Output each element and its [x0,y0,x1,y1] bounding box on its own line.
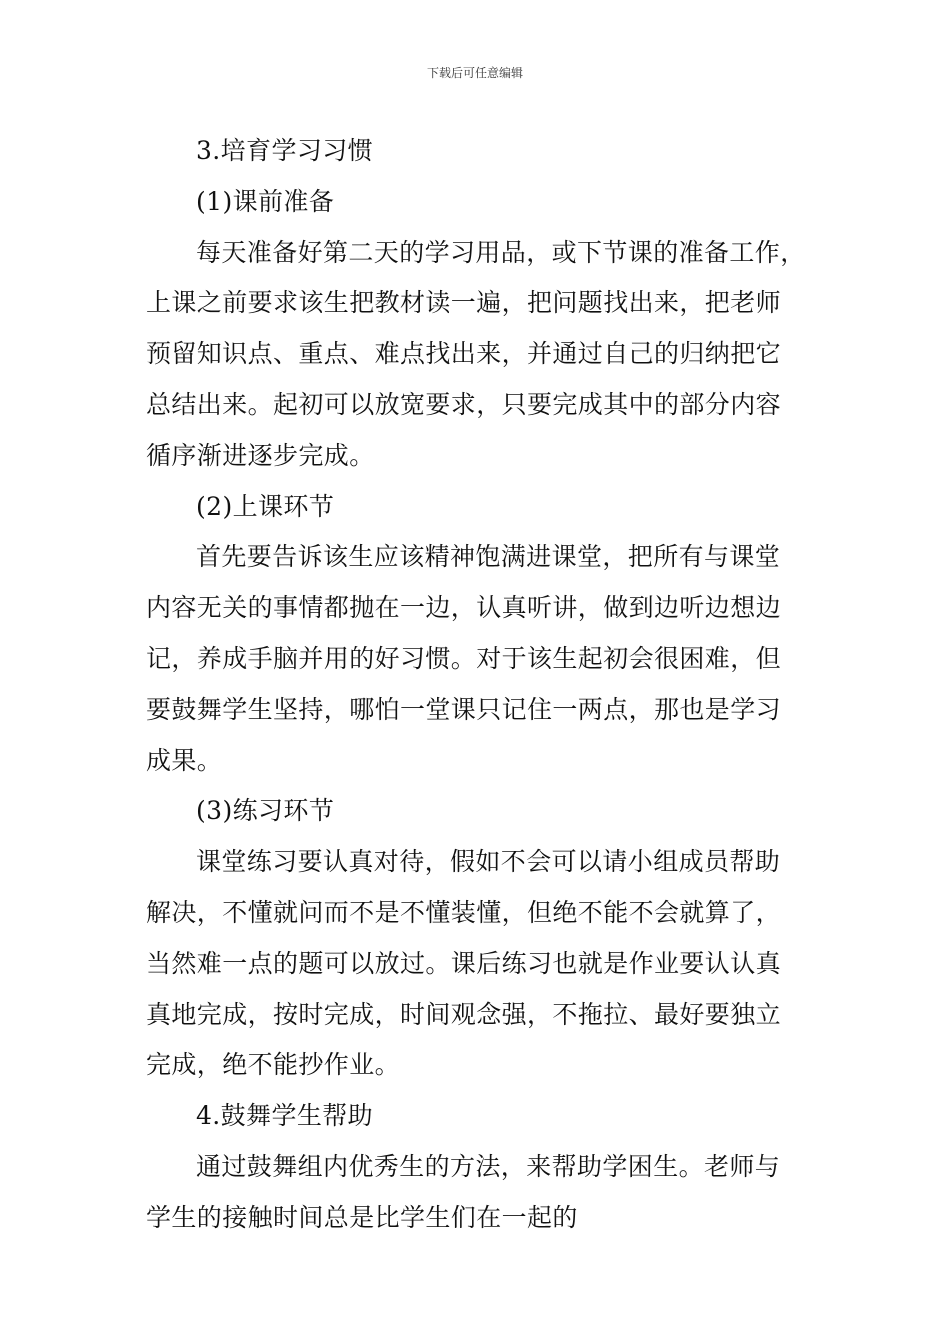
paragraph-line: 要鼓舞学生坚持，哪怕一堂课只记住一两点，那也是学习 [146,694,782,724]
paragraph-line: 循序渐进逐步完成。 [146,440,375,470]
subsection-heading: (2)上课环节 [196,491,335,521]
paragraph-line: 当然难一点的题可以放过。课后练习也就是作业要认认真 [146,948,782,978]
paragraph-line: 真地完成，按时完成，时间观念强，不拖拉、最好要独立 [146,999,782,1029]
paragraph-line: 上课之前要求该生把教材读一遍，把问题找出来，把老师 [146,288,782,318]
paragraph-line: 首先要告诉该生应该精神饱满进课堂，把所有与课堂 [196,542,781,572]
paragraph-line: 预留知识点、重点、难点找出来，并通过自己的归纳把它 [146,339,782,369]
paragraph-line: 记，养成手脑并用的好习惯。对于该生起初会很困难，但 [146,643,782,673]
paragraph-line: 成果。 [146,745,223,775]
document-body [146,126,816,1244]
paragraph-line: 总结出来。起初可以放宽要求，只要完成其中的部分内容 [146,389,782,419]
paragraph-line: 学生的接触时间总是比学生们在一起的 [146,1202,578,1232]
paragraph-line: 内容无关的事情都抛在一边，认真听讲，做到边听边想边 [146,593,782,623]
section-heading: 3.培育学习习惯 [196,136,374,165]
paragraph-line: 每天准备好第二天的学习用品，或下节课的准备工作， [196,237,806,267]
paragraph-line: 通过鼓舞组内优秀生的方法，来帮助学困生。老师与 [196,1151,781,1181]
paragraph-line: 完成，绝不能抄作业。 [146,1050,401,1080]
section-heading: 4.鼓舞学生帮助 [196,1101,374,1131]
page-header-note: 下载后可任意编辑 [426,66,523,80]
paragraph-line: 解决，不懂就问而不是不懂装懂，但绝不能不会就算了， [146,897,782,927]
paragraph-line: 课堂练习要认真对待，假如不会可以请小组成员帮助 [196,847,781,877]
subsection-heading: (1)课前准备 [196,186,335,216]
subsection-heading: (3)练习环节 [196,796,335,826]
